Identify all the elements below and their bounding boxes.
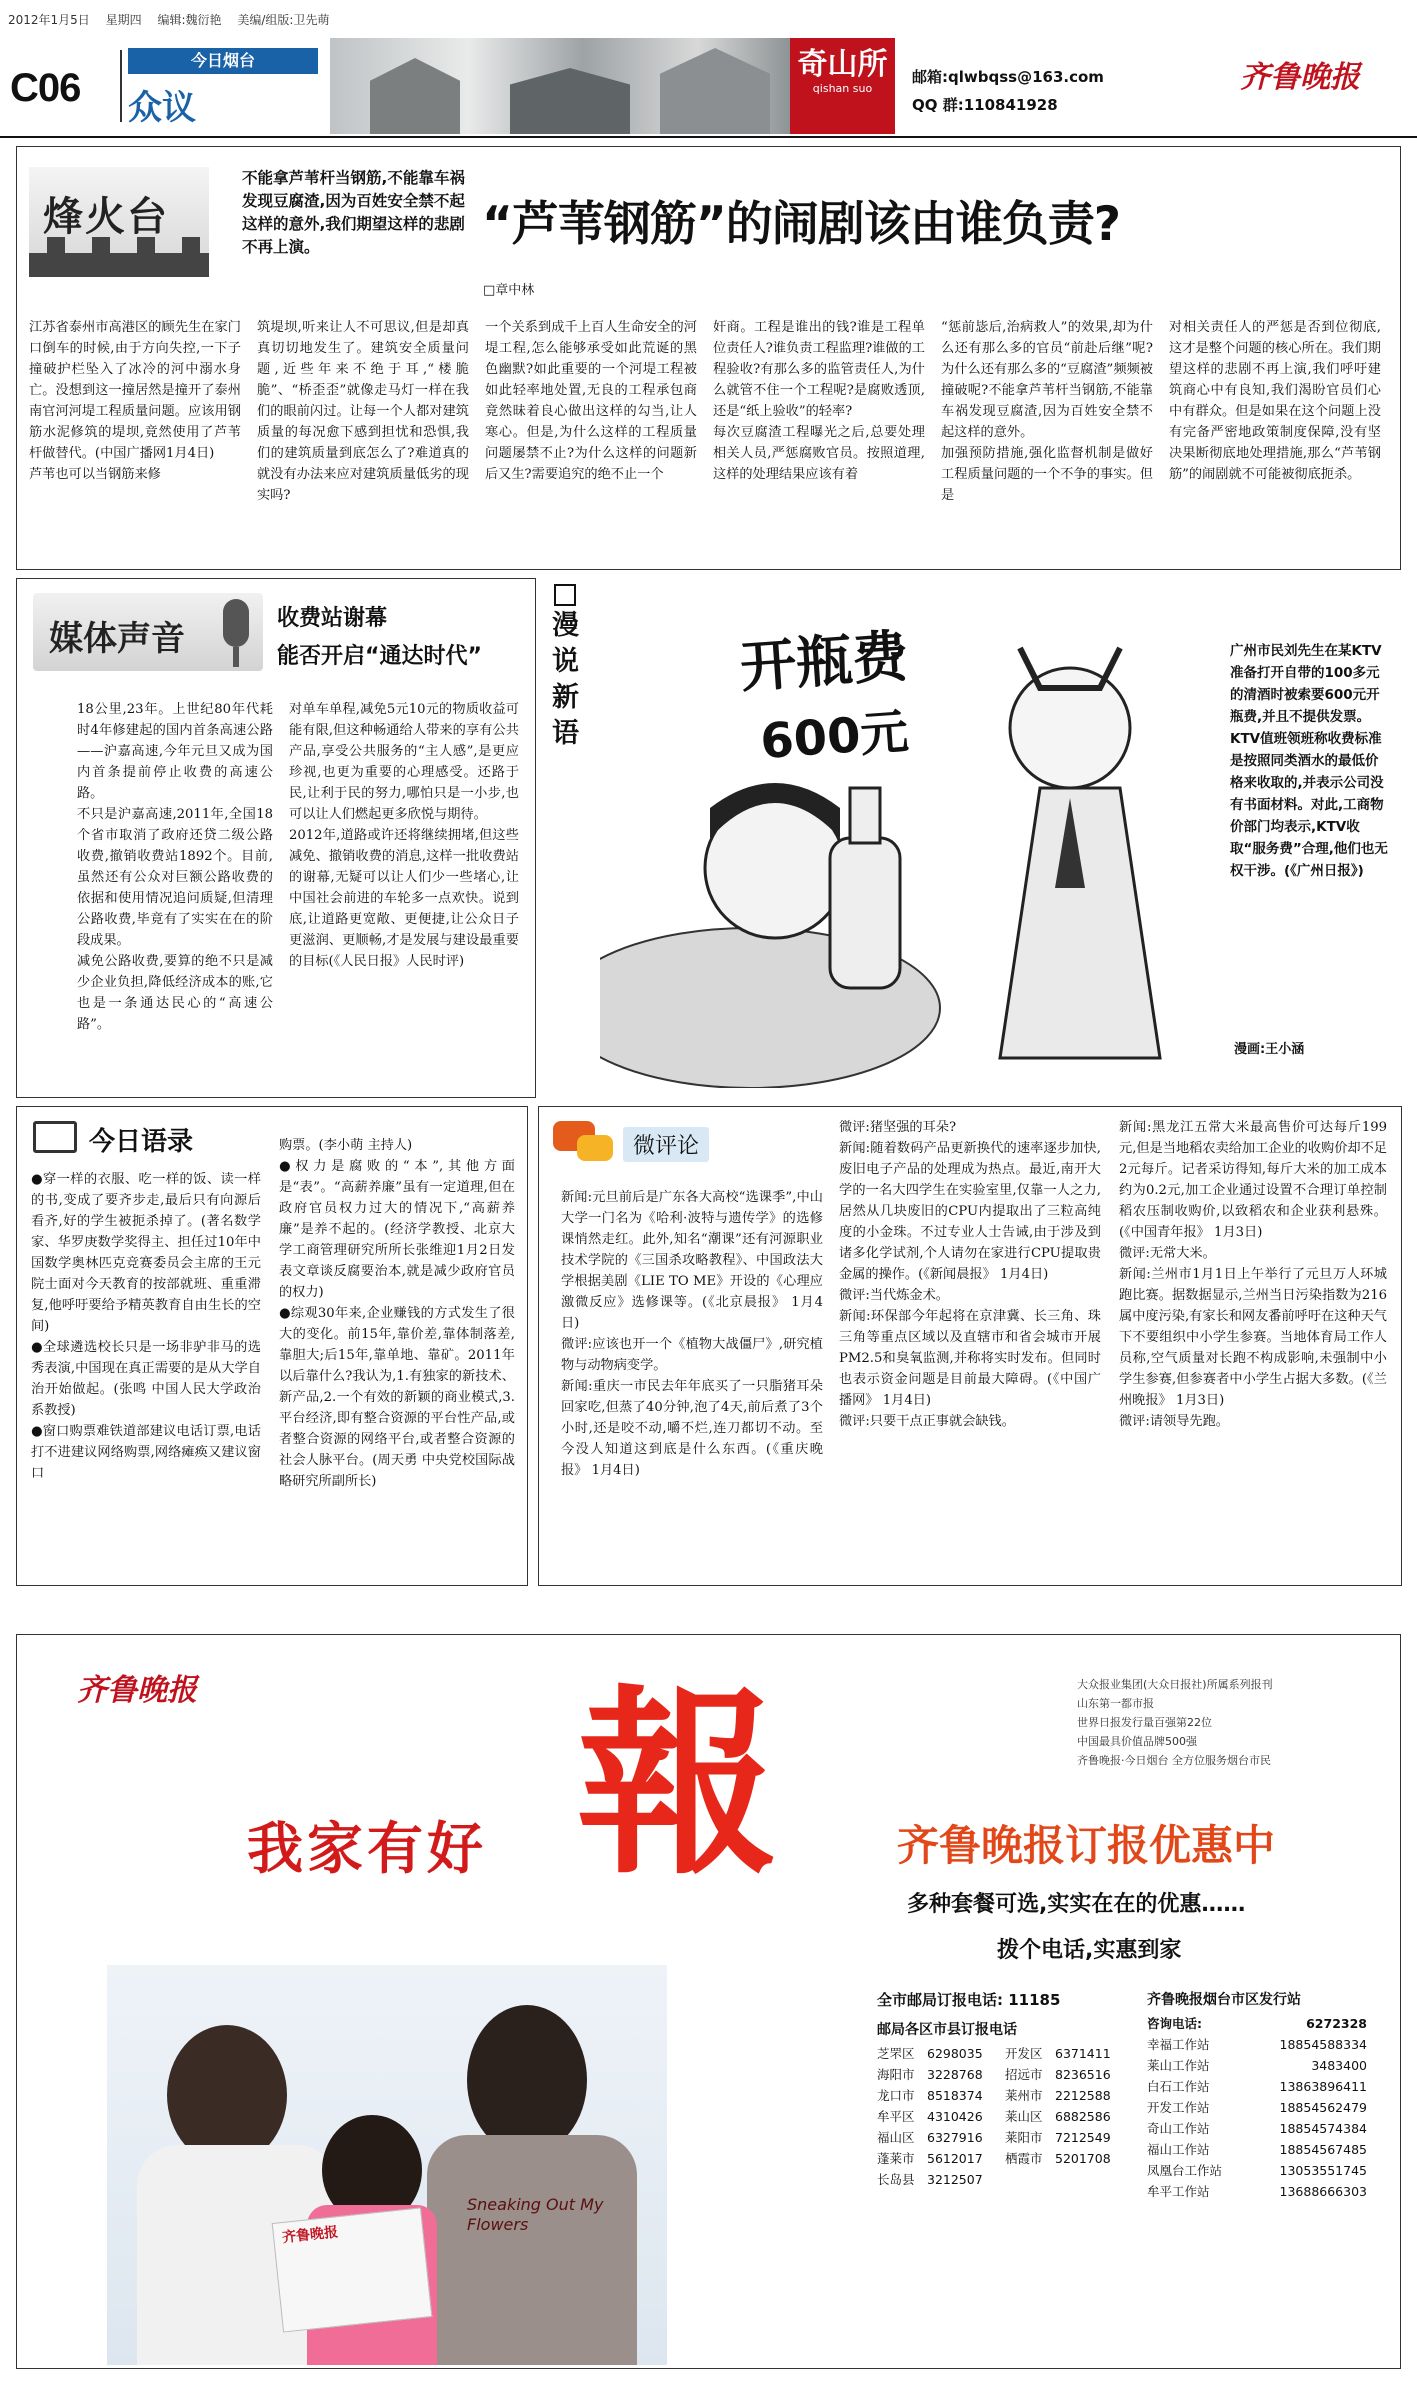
header-meta <box>8 10 329 30</box>
station-phone-row <box>1147 2013 1367 2034</box>
masthead <box>0 0 1417 140</box>
district-name: 长岛县 <box>877 2172 915 2187</box>
station-phone: 13053551745 <box>1279 2163 1367 2178</box>
district-phone: 2212588 <box>1055 2088 1111 2103</box>
paper-logo: 齐鲁晚报 <box>1240 60 1360 95</box>
district-name: 蓬莱市 <box>877 2151 915 2166</box>
media-badge <box>33 593 263 671</box>
ad-slogan: 我家有好 <box>247 1817 487 1882</box>
section-name: 众议 <box>128 88 196 128</box>
roof-shape <box>510 68 630 134</box>
district-name: 龙口市 <box>877 2088 915 2103</box>
station-name: 幸福工作站 <box>1147 2037 1210 2052</box>
bottle-icon <box>830 838 900 988</box>
station-phone: 18854562479 <box>1279 2100 1367 2115</box>
ad-group-info <box>1077 1675 1377 1770</box>
micro-col-1: 新闻:元旦前后是广东各大高校“选课季”,中山大学一门名为《哈利·波特与遗传学》的选修课悄然走红。此外,知名“潮课”还有河源职业技术学院的《三国杀攻略教程》、中国政法大学根据美剧《LIE TO ME》开设的《心理应激微反应》选修课等。(《北京晨报》 1月4日) 微评:应该也开一个《植物大战僵尸》,研究植物与动物病变学。 新闻:重庆一市民去年年底买了一只脂猪耳朵回家吃,但蒸了40分钟,泡了4天,前后煮了3个小时,还是咬不动,嚼不烂,连刀都切不动。至今没人知道这到底是什么东西。(《重庆晚报》 1月4日) <box>561 1190 823 1478</box>
district-phone: 8236516 <box>1055 2067 1111 2082</box>
subscription-ad <box>16 1634 1401 2369</box>
cartoon-label: 漫说新语 <box>552 610 579 749</box>
speech-bubble-icon <box>577 1135 613 1161</box>
station-phone-row <box>1147 2076 1367 2097</box>
designer-credit: 美编/组版:卫先萌 <box>237 13 330 27</box>
district-phone: 5612017 <box>927 2151 983 2166</box>
family-photo <box>107 1965 667 2365</box>
district-phone: 7212549 <box>1055 2130 1111 2145</box>
section-tag-top: 今日烟台 <box>128 48 318 74</box>
post-rows <box>877 2043 1127 2190</box>
feature-headline: “芦苇钢筋”的闹剧该由谁负责? <box>482 197 1121 252</box>
post-title: 邮局各区市县订报电话 <box>877 2022 1017 2038</box>
hotline-row <box>877 1987 1127 2013</box>
media-voice-article <box>16 578 536 1098</box>
post-phone-row <box>877 2169 1127 2190</box>
post-phone-row <box>877 2085 1127 2106</box>
station-name: 奇山工作站 <box>1147 2121 1210 2136</box>
district-name: 莱阳市 <box>1005 2130 1043 2145</box>
cartoon-caption-2: 600元 <box>758 703 911 771</box>
post-phone-row <box>877 2148 1127 2169</box>
station-phone-row <box>1147 2118 1367 2139</box>
station-name: 开发工作站 <box>1147 2100 1210 2115</box>
roof-shape <box>370 58 460 134</box>
bottle-neck-shape <box>850 788 880 843</box>
micro-col-2: 微评:猪坚强的耳朵? 新闻:随着数码产品更新换代的速率逐步加快,废旧电子产品的处理成为热点。最近,南开大学的一名大四学生在实验室里,仅靠一人之力,居然从几块废旧的CPU内提取出了三粒高纯度的小金珠。不过专业人士告诫,由于涉及到诸多化学试剂,个人请勿在家进行CPU提取贵金属的操作。(《新闻晨报》 1月4日) 微评:当代炼金术。 新闻:环保部今年起将在京津冀、长三角、珠三角等重点区域以及直辖市和省会城市开展PM2.5和臭氧监测,并称将实时发布。但同时也表示资金问题是目前最大障碍。(《中国广播网》 1月4日) 微评:只要干点正事就会缺钱。 <box>839 1120 1101 1429</box>
ad-group-line: 世界日报发行量百强第22位 <box>1077 1716 1212 1729</box>
station-phone-row <box>1147 2181 1367 2202</box>
cartoon-artist: 漫画:王小涵 <box>1234 1042 1305 1057</box>
district-name: 莱山区 <box>1005 2109 1043 2124</box>
header-rule <box>0 136 1417 138</box>
badge-text: 烽火台 <box>43 194 169 240</box>
cartoon-caption-1: 开瓶费 <box>738 624 911 701</box>
station-phone: 18854574384 <box>1279 2121 1367 2136</box>
media-headline-1: 收费站谢幕 <box>277 606 388 631</box>
ad-line-1: 多种套餐可选,实实在在的优惠…… <box>907 1892 1246 1917</box>
district-phone: 4310426 <box>927 2109 983 2124</box>
issue-weekday: 星期四 <box>105 13 142 27</box>
district-phone: 6327916 <box>927 2130 983 2145</box>
district-phone: 6371411 <box>1055 2046 1111 2061</box>
station-name: 白石工作站 <box>1147 2079 1210 2094</box>
district-name: 栖霞市 <box>1005 2151 1043 2166</box>
station-phone: 13863896411 <box>1279 2079 1367 2094</box>
ad-offer: 齐鲁晚报订报优惠中 <box>897 1821 1276 1870</box>
quotes-col-2: 购票。(李小萌 主持人) ●权力是腐败的“本”,其他方面是“表”。“高薪养廉”虽有一定道理,但在政府官员权力过大的情况下,“高薪养廉”是养不起的。(经济学教授、北京大学工商管理研究所所长张维迎1月2日发表文章谈反腐要治本,就是减少政府官员的权力) ●综观30年来,企业赚钱的方式发生了很大的变化。前15年,靠价差,靠体制落差,靠胆大;后15年,靠单地、靠矿。2011年以后靠什么?我认为,1.有独家的新技术、新产品,2.一个有效的新颖的商业模式,3.平台经济,即有整合资源的平台性产品,或者整合资源的网络平台,或者整合资源的社会人脉平台。(周天勇 中央党校国际战略研究所副所长) <box>279 1138 515 1489</box>
wall-icon <box>29 237 209 277</box>
hotline-label: 全市邮局订报电话: <box>877 1991 1003 2009</box>
feature-col-2: 筑堤坝,听来让人不可思议,但是却真真切切地发生了。建筑安全质量问题,近些年来不绝于耳,“楼脆脆”、“桥歪歪”就像走马灯一样在我们的眼前闪过。让每一个人都对建筑质量的每况愈下感到担忧和恐惧,我们的建筑质量到底怎么了?难道真的就没有办法来应对建筑质量低劣的现实吗? <box>257 320 469 503</box>
micro-comment-section <box>538 1106 1402 1586</box>
district-phone <box>1055 2169 1127 2190</box>
column-logo-pinyin: qishan suo <box>812 82 873 95</box>
mother-shirt-shape <box>427 2135 637 2365</box>
station-name: 咨询电话: <box>1147 2016 1202 2031</box>
fenghuotai-badge <box>29 167 209 277</box>
district-name: 招远市 <box>1005 2067 1043 2082</box>
page-code: C06 <box>10 66 81 110</box>
header-photo-strip <box>330 38 790 134</box>
badge-text: 微评论 <box>623 1127 709 1162</box>
district-phone: 3212507 <box>927 2172 983 2187</box>
waiter-body-shape <box>1000 788 1160 1058</box>
cartoon-illustration <box>600 588 1220 1088</box>
micro-badge <box>553 1117 773 1177</box>
ad-group-line: 山东第一都市报 <box>1077 1697 1154 1710</box>
micro-col-3: 新闻:黑龙江五常大米最高售价可达每斤199元,但是当地稻农卖给加工企业的收购价却不足2元每斤。记者采访得知,每斤大米的加工成本约为0.2元,加工企业通过设置不合理订单控制稻农压制收购价,以致稻农和企业获利悬殊。(《中国青年报》 1月3日) 微评:无常大米。 新闻:兰州市1月1日上午举行了元旦万人环城跑比赛。据数据显示,兰州当日污染指数为216属中度污染,有家长和网友番前呼吁在这种天气下不要组织中小学生参赛。当地体育局工作人员称,空气质量对长跑不构成影响,未强制中小学生参赛,但参赛者中小学生占据大多数。(《兰州晚报》 1月3日) 微评:请领导先跑。 <box>1119 1120 1387 1429</box>
feature-col-5: “惩前毖后,治病救人”的效果,却为什么还有那么多的官员“前赴后继”呢?为什么还有那么多的“豆腐渣”频频被撞破呢?不能拿芦苇杆当钢筋,不能靠车祸发现豆腐渣,因为百姓安全禁不起这样的意外。 加强预防措施,强化监督机制是做好工程质量问题的一个不争的事实。但是 <box>941 320 1153 503</box>
district-name: 开发区 <box>1005 2046 1043 2061</box>
editor-credit: 编辑:魏衍艳 <box>157 13 222 27</box>
district-name: 福山区 <box>877 2130 915 2145</box>
ad-group-line: 齐鲁晚报·今日烟台 全方位服务烟台市民 <box>1077 1754 1271 1767</box>
media-col-2: 对单车单程,减免5元10元的物质收益可能有限,但这种畅通给人带来的享有公共产品,享受公共服务的“主人感”,是更应珍视,也更为重要的心理感受。还路于民,让利于民的努力,哪怕只是一小步,也可以让人们燃起更多欣悦与期待。 2012年,道路或许还将继续拥堵,但这些减免、撤销收费的消息,这样一批收费站的谢幕,无疑可以让人们少一些堵心,让中国社会前进的车轮多一点欢快。说到底,让道路更宽敞、更便捷,让公众日子更滋润、更顺畅,才是发展与建设最重要的目标(《人民日报》人民时评) <box>289 702 519 969</box>
badge-text: 媒体声音 <box>49 619 185 659</box>
station-name: 牟平工作站 <box>1147 2184 1210 2199</box>
father-head-shape <box>167 2025 287 2165</box>
column-logo-text: 奇山所 <box>797 47 888 82</box>
station-phone-row <box>1147 2139 1367 2160</box>
post-phone-row <box>877 2106 1127 2127</box>
media-col-1: 18公里,23年。上世纪80年代耗时4年修建起的国内首条高速公路——沪嘉高速,今年元旦又成为国内首条提前停止收费的高速公路。 不只是沪嘉高速,2011年,全国18个省市取消了政府还贷二级公路收费,撤销收费站1892个。目前,虽然还有公众对巨额公路收费的依据和使用情况追问质疑,但清理公路收费,毕竟有了实实在在的阶段成果。 减免公路收费,要算的绝不只是减少企业负担,降低经济成本的账,它也是一条通达民心的“高速公路”。 <box>77 702 273 1032</box>
station-phone-row <box>1147 2055 1367 2076</box>
contact-qq: QQ 群:110841928 <box>912 96 1058 114</box>
ad-group-line: 大众报业集团(大众日报社)所属系列报刊 <box>1077 1678 1273 1691</box>
district-phone: 3228768 <box>927 2067 983 2082</box>
station-rows <box>1147 2013 1367 2202</box>
station-phones <box>1147 1987 1367 2202</box>
badge-text: 今日语录 <box>89 1127 194 1157</box>
district-name: 海阳市 <box>877 2067 915 2082</box>
column-logo <box>790 38 895 134</box>
ad-group-line: 中国最具价值品牌500强 <box>1077 1735 1197 1748</box>
ad-line-2: 拨个电话,实惠到家 <box>997 1938 1182 1963</box>
feature-col-6: 对相关责任人的严惩是否到位彻底,这才是整个问题的核心所在。我们期望这样的悲剧不再上演,我们呼吁建筑商心中有良知,我们渴盼官员们心中有群众。但是如果在这个问题上没有完备严密地政策制度保障,没有坚决果断彻底地处理措施,那么“芦苇钢筋”的闹剧就不可能被彻底扼杀。 <box>1169 320 1381 482</box>
district-phone: 8518374 <box>927 2088 983 2103</box>
station-phone: 13688666303 <box>1279 2184 1367 2199</box>
station-phone-row <box>1147 2160 1367 2181</box>
cartoon-text: 广州市民刘先生在某KTV准备打开自带的100多元的清酒时被索要600元开瓶费,并且不提供发票。KTV值班领班称收费标准是按照同类酒水的最低价格来收取的,并表示公司没有书面材料。对此,工商物价部门均表示,KTV收取“服务费”合理,他们也无权干涉。(《广州日报》) <box>1230 643 1388 879</box>
feature-col-1: 江苏省泰州市高港区的顾先生在家门口倒车的时候,由于方向失控,一下子撞破护栏坠入了冰冷的河中溺水身亡。没想到这一撞居然是撞开了泰州南官河河堤工程质量问题。应该用钢筋水泥修筑的堤坝,竟然使用了芦苇杆做替代。(中国广播网1月4日) 芦苇也可以当钢筋来修 <box>29 320 241 482</box>
station-phone: 18854567485 <box>1279 2142 1367 2157</box>
feature-article <box>16 146 1401 570</box>
station-phone: 18854588334 <box>1279 2037 1367 2052</box>
post-phone-row <box>877 2043 1127 2064</box>
district-name: 牟平区 <box>877 2109 915 2124</box>
station-name: 福山工作站 <box>1147 2142 1210 2157</box>
hotline-number: 11185 <box>1008 1991 1061 2009</box>
ad-slogan-big: 報 <box>577 1667 778 1902</box>
contact-email: 邮箱:qlwbqss@163.com <box>912 68 1104 86</box>
district-name: 莱州市 <box>1005 2088 1043 2103</box>
station-phone-row <box>1147 2097 1367 2118</box>
feature-body <box>29 317 1389 567</box>
quotes-badge <box>27 1117 257 1159</box>
station-title: 齐鲁晚报烟台市区发行站 <box>1147 1992 1301 2008</box>
newspaper-icon <box>272 2207 433 2332</box>
feature-col-4: 奸商。工程是谁出的钱?谁是工程单位责任人?谁负责工程监理?谁做的工程验收?有那么多的监管责任人,为什么就管不住一个工程呢?是腐败透顶,还是“纸上验收”的轻率? 每次豆腐渣工程曝光之后,总要处理相关人员,严惩腐败官员。按照道理,这样的处理结果应该有着 <box>713 320 925 482</box>
newspaper-label: 齐鲁晚报 <box>281 2224 339 2247</box>
cartoon-label-box-icon <box>554 584 576 606</box>
shirt-print: Sneaking Out My Flowers <box>467 2195 604 2234</box>
station-name: 凤凰台工作站 <box>1147 2163 1223 2178</box>
feature-col-3: 一个关系到成千上百人生命安全的河堤工程,怎么能够承受如此荒诞的黑色幽默?如此重要的一个河堤工程被如此轻率地处置,无良的工程承包商竟然昧着良心做出这样的勾当,让人寒心。但是,为什么这样的工程质量问题屡禁不止?为什么这样的问题新后又生?需要追究的绝不止一个 <box>485 320 697 482</box>
district-phone: 6882586 <box>1055 2109 1111 2124</box>
district-phone: 6298035 <box>927 2046 983 2061</box>
station-name: 莱山工作站 <box>1147 2058 1210 2073</box>
feature-author: □章中林 <box>483 283 535 298</box>
station-phone: 6272328 <box>1306 2016 1367 2031</box>
district-phone: 5201708 <box>1055 2151 1111 2166</box>
feature-intro: 不能拿芦苇杆当钢筋,不能靠车祸发现豆腐渣,因为百姓安全禁不起这样的意外,我们期望这样的悲剧不再上演。 <box>242 169 465 256</box>
station-phone-row <box>1147 2034 1367 2055</box>
book-icon <box>33 1121 77 1153</box>
header-divider <box>120 50 122 122</box>
roof-shape <box>660 48 770 134</box>
media-headline-2: 能否开启“通达时代” <box>277 644 482 669</box>
station-phone: 3483400 <box>1311 2058 1367 2073</box>
mother-head-shape <box>467 2005 587 2155</box>
microphone-stand <box>233 647 239 667</box>
post-office-phones <box>877 1987 1127 2190</box>
issue-date: 2012年1月5日 <box>8 13 90 27</box>
quotes-section <box>16 1106 528 1586</box>
ad-logo: 齐鲁晚报 <box>77 1673 197 1708</box>
cartoon-drawing <box>600 588 1220 1088</box>
district-name <box>1005 2169 1049 2190</box>
quotes-col-1: ●穿一样的衣服、吃一样的饭、读一样的书,变成了要齐步走,最后只有向源后看齐,好的学生被扼杀掉了。(著名数学家、华罗庚数学奖得主、担任过10年中国数学奥林匹克竞赛委员会主席的王元院士面对今天教育的按部就班、重重滞复,他呼吁要给予精英教育自由生长的空间) ●全球遴选校长只是一场非驴非马的选秀表演,中国现在真正需要的是从大学自治开始做起。(张鸣 中国人民大学政治系教授) ●窗口购票难铁道部建议电话订票,电话打不进建议网络购票,网络瘫痪又建议窗口 <box>31 1172 261 1481</box>
post-phone-row <box>877 2064 1127 2085</box>
microphone-icon <box>223 599 249 647</box>
cartoon-section <box>540 578 1402 1098</box>
post-phone-row <box>877 2127 1127 2148</box>
district-name: 芝罘区 <box>877 2046 915 2061</box>
